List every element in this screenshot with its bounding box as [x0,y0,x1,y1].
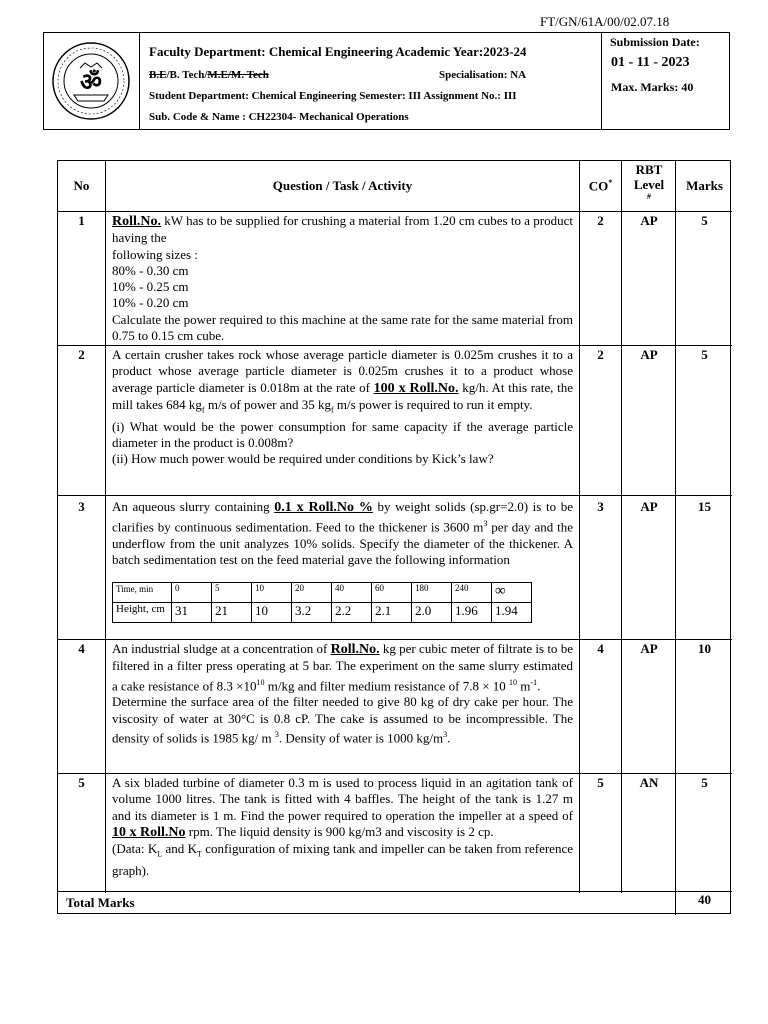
header-middle [139,33,601,129]
question-number: 3 [78,499,85,514]
time-value: 180 [412,583,452,603]
header-right [601,33,730,129]
height-value: 2.2 [332,603,372,623]
header-box [43,32,730,130]
submission-date: 01 - 11 - 2023 [611,55,690,70]
svg-text:ॐ: ॐ [80,68,102,96]
question-co: 3 [597,499,604,514]
question-marks: 5 [701,347,708,362]
rollno-placeholder: 100 x Roll.No. [373,380,459,396]
question-co: 2 [597,347,604,362]
time-value: 60 [372,583,412,603]
question-marks: 15 [698,499,711,514]
row-divider [58,211,732,212]
time-value: 40 [332,583,372,603]
question-rbt-level: AP [640,499,658,514]
col-header-rbt: RBT Level # [633,162,665,201]
height-value: 10 [252,603,292,623]
question-marks: 10 [698,641,711,656]
time-value: 0 [172,583,212,603]
question-text-1: Roll.No. kW has to be supplied for crushing a material from 1.20 cm cubes to a product having the following sizes : 80% - 0.30 cm 10% - 0.25 cm 10% - 0.20 cm Calculate the power required to this machine at the same rate for the same material from 0.75 to 0.15 cm cube. [112,213,573,344]
question-text-5: A six bladed turbine of diameter 0.3 m is used to process liquid in an agitation tank of volume 1000 litres. The tank is fitted with 4 baffles. The height of the tank is 1.27 m and its diameter is 1 m. Find the power required to operation the impeller at a speed of 10 x Roll.No rpm. The liquid density is 900 kg/m3 and viscosity is 2 cp. (Data: $K_L$ and $K_T$ configuration of mixing tank and impeller can be taken from reference graph). [112,775,573,879]
rollno-placeholder: Roll.No. [330,642,380,657]
time-value: 240 [452,583,492,603]
question-rbt-level: AP [640,347,658,362]
col-divider [675,161,676,915]
faculty-line: Faculty Department: Chemical Engineering Academic Year:2023-24 [149,44,527,59]
specialisation: Specialisation: NA [439,69,527,81]
question-number: 5 [78,775,85,790]
row-divider [58,891,732,892]
row-divider [58,639,732,640]
college-seal-logo [44,33,139,129]
time-value: 10 [252,583,292,603]
height-value: 2.1 [372,603,412,623]
time-value: ∞ [492,583,532,603]
question-co: 5 [597,775,604,790]
question-text-4: An industrial sludge at a concentration of Roll.No. kg per cubic meter of filtrate is to be filtered in a filter press operating at 5 bar. The experiment on the same slurry estimated a cake resistance of $8.3 \times 10^{10}$ m/kg and filter medium resistance of 7.8 × 10 $^{10}$ $m^{-1}$. Determine the surface area of the filter needed to give 80 kg of dry cake per hour. The viscosity of water at 30°C is 0.8 cP. The cake is assumed to be incompressible. The density of solids is 1985 kg/ m $^3$. Density of water is 1000 $kg/m^3$. [112,641,573,746]
rollno-placeholder: 10 x Roll.No [112,824,186,840]
question-rbt-level: AN [639,775,659,790]
col-header-co: CO* [588,178,613,194]
question-marks: 5 [701,213,708,228]
col-header-question: Question / Task / Activity [272,178,413,193]
height-value: 31 [172,603,212,623]
question-co: 2 [597,213,604,228]
row-divider [58,345,732,346]
rollno-placeholder: 0.1 x Roll.No % [274,500,373,515]
height-value: 1.94 [492,603,532,623]
question-rbt-level: AP [640,641,658,656]
time-label: Time, min [113,583,172,603]
col-header-no: No [73,178,90,193]
submission-date-label: Submission Date: [610,35,700,49]
question-number: 4 [78,641,85,656]
question-number: 1 [78,213,85,228]
question-co: 4 [597,641,604,656]
time-value: 20 [292,583,332,603]
col-header-marks: Marks [686,178,723,193]
max-marks: Max. Marks: 40 [611,80,694,94]
height-value: 3.2 [292,603,332,623]
total-marks-value: 40 [698,892,711,907]
student-department-line: Student Department: Chemical Engineering Semester: III Assignment No.: III [149,90,517,102]
question-number: 2 [78,347,85,362]
question-text-2: A certain crusher takes rock whose average particle diameter is 0.025m crushes it to a product whose average particle diameter is 0.025m crushes it to a product whose average particle diameter is 0.018m at the rate of 100 x Roll.No. kg/h. At this rate, the mill takes 684 $kg_f$ m/s of power and 35 $kg_f$ m/s power is required to run it empty. (i) What would be the power consumption for same capacity if the average particle diameter in the product is 0.008m? (ii) How much power would be required under conditions by Kick’s law? [112,347,574,467]
degree-line [149,69,269,81]
sedimentation-data-table [112,582,532,623]
question-text-3: An aqueous slurry containing 0.1 x Roll.No % by weight solids (sp.gr=2.0) is to be clarifies by continuous sedimentation. Feed to the thickener is 3600 $m^3$ per day and the underflow from the unit analyzes 10% solids. Specify the diameter of the thickener. A batch sedimentation test on the feed material gave the following information [112,499,573,568]
height-value: 1.96 [452,603,492,623]
rollno-placeholder: Roll.No. [112,214,161,229]
subject-line: Sub. Code & Name : CH22304- Mechanical Operations [149,111,409,123]
question-rbt-level: AP [640,213,658,228]
degree-btech: /B. Tech/ [166,69,208,81]
question-marks: 5 [701,775,708,790]
total-marks-label: Total Marks [66,895,135,910]
question-table [57,160,731,914]
height-value: 21 [212,603,252,623]
height-value: 2.0 [412,603,452,623]
row-divider [58,495,732,496]
col-divider [105,161,106,893]
degree-be: B.E [149,69,167,81]
document-code: FT/GN/61A/00/02.07.18 [540,14,670,29]
degree-me: M.E/M. Tech [207,69,269,81]
time-value: 5 [212,583,252,603]
height-label: Height, cm [113,603,172,623]
logo-cell [44,33,140,129]
row-divider [58,773,732,774]
